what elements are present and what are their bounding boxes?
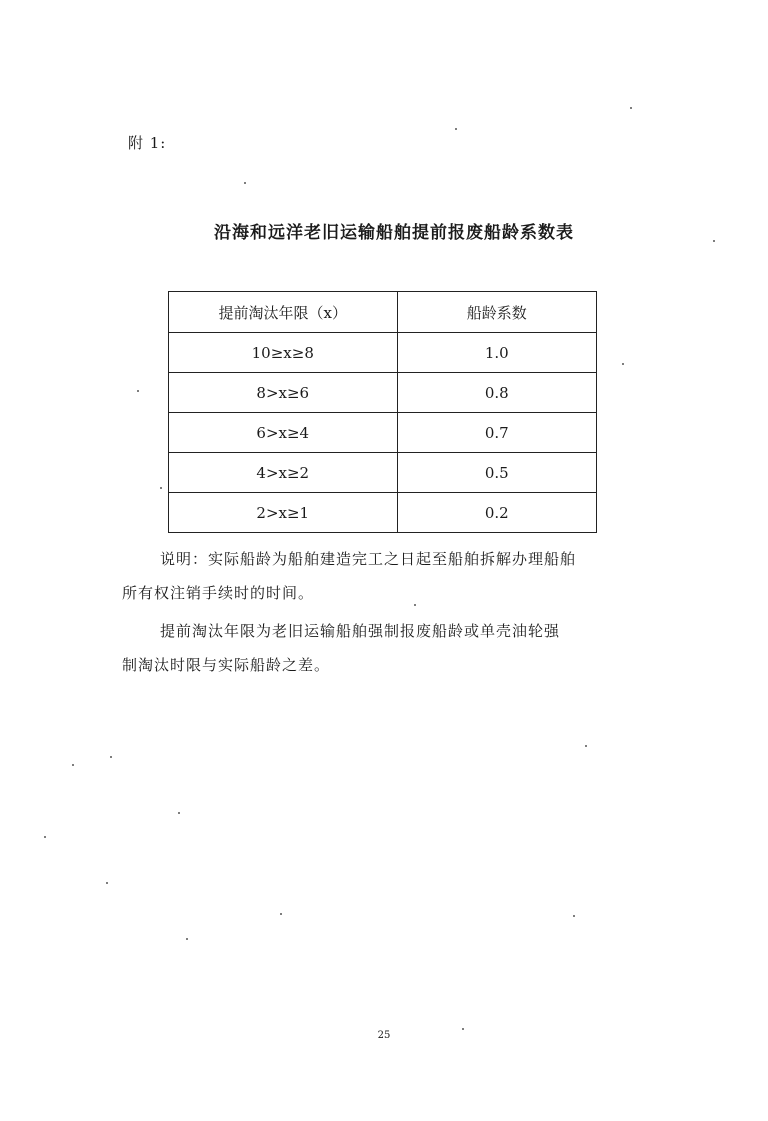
coefficient-cell: 1.0 — [397, 333, 596, 373]
note-line: 制淘汰时限与实际船龄之差。 — [122, 656, 331, 674]
table-header-row — [169, 292, 597, 333]
page-number: 25 — [377, 1030, 391, 1041]
scan-speck — [713, 240, 715, 242]
table-row — [169, 413, 597, 453]
attachment-label: 附 1: — [128, 134, 167, 152]
scan-speck — [178, 812, 180, 814]
scan-speck — [455, 128, 457, 130]
note-line: 说明：实际船龄为船舶建造完工之日起至船舶拆解办理船舶 — [160, 550, 577, 568]
scan-speck — [573, 915, 575, 917]
scan-speck — [622, 363, 624, 365]
coefficient-cell: 0.7 — [397, 413, 596, 453]
scan-speck — [106, 882, 108, 884]
note-line: 提前淘汰年限为老旧运输船舶强制报废船龄或单壳油轮强 — [160, 622, 561, 640]
note-paragraph-definition — [122, 542, 642, 610]
scan-speck — [160, 487, 162, 489]
table-row — [169, 333, 597, 373]
scan-speck — [110, 756, 112, 758]
scan-speck — [186, 938, 188, 940]
scan-speck — [462, 1028, 464, 1030]
range-cell: 2>x≥1 — [169, 493, 398, 533]
scan-speck — [414, 604, 416, 606]
table-row — [169, 493, 597, 533]
range-cell: 4>x≥2 — [169, 453, 398, 493]
table-row — [169, 453, 597, 493]
range-cell: 8>x≥6 — [169, 373, 398, 413]
note-line: 所有权注销手续时的时间。 — [122, 584, 315, 602]
document-title: 沿海和远洋老旧运输船舶提前报废船龄系数表 — [214, 223, 574, 243]
header-age-coefficient: 船龄系数 — [397, 292, 596, 333]
scan-speck — [280, 913, 282, 915]
coefficient-cell: 0.8 — [397, 373, 596, 413]
coefficient-cell: 0.2 — [397, 493, 596, 533]
scan-speck — [72, 764, 74, 766]
table-row — [169, 373, 597, 413]
range-cell: 10≥x≥8 — [169, 333, 398, 373]
header-advance-years: 提前淘汰年限（x） — [169, 292, 398, 333]
scan-speck — [630, 107, 632, 109]
range-cell: 6>x≥4 — [169, 413, 398, 453]
scan-speck — [244, 182, 246, 184]
scan-speck — [137, 390, 139, 392]
note-paragraph-difference — [122, 614, 642, 682]
coefficient-cell: 0.5 — [397, 453, 596, 493]
ship-age-coefficient-table — [168, 291, 597, 533]
scan-speck — [585, 745, 587, 747]
scan-speck — [44, 836, 46, 838]
